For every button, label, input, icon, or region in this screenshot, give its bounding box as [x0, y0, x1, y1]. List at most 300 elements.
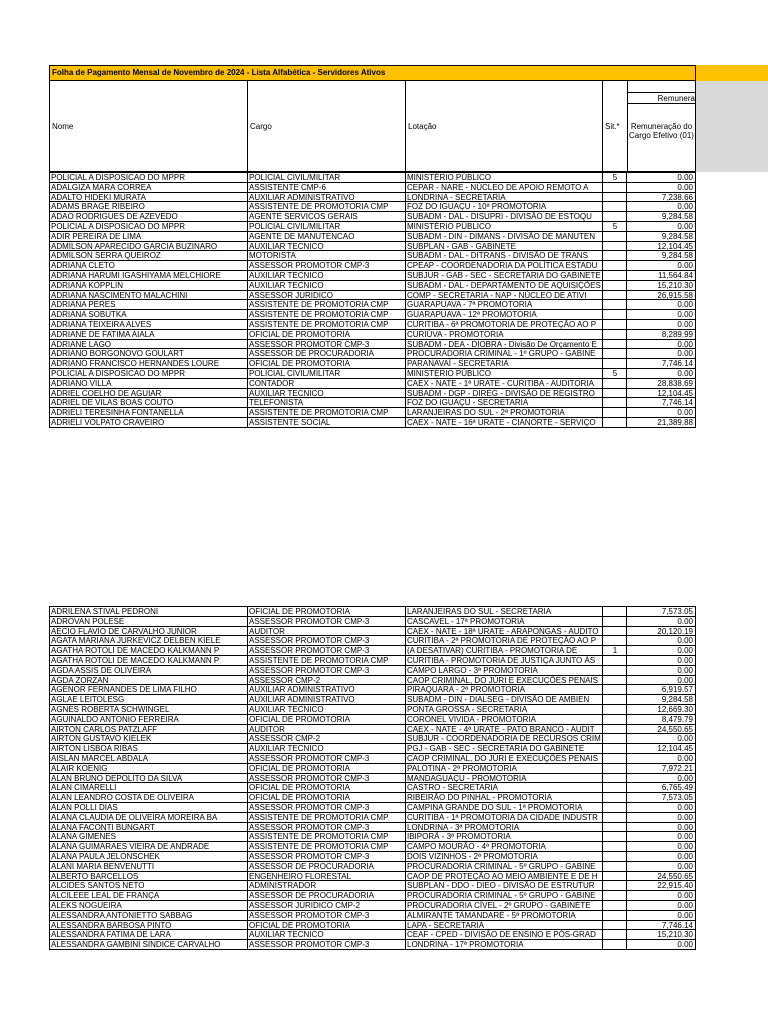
- cell-lotacao: SUBADM - DIN - DIALSEG - DIVISÃO DE AMBIEN: [405, 695, 602, 705]
- header-cargo: [247, 81, 406, 172]
- cell-remuneracao: 7,238.66: [626, 193, 696, 203]
- cell-sit: [602, 862, 626, 872]
- cell-sit: [602, 666, 626, 676]
- cell-nome: ADRIANA SOBUTKA: [49, 310, 247, 320]
- cell-lotacao: CEPAR - NARE - NÚCLEO DE APOIO REMOTO A: [405, 183, 602, 193]
- cell-remuneracao: 0.00: [626, 261, 696, 271]
- cell-sit: [602, 242, 626, 252]
- header-remuneracao-cargo: Remuneração do Cargo Efetivo (01): [627, 104, 696, 172]
- cell-cargo: ASSESSOR PROMOTOR CMP-3: [247, 852, 405, 862]
- table-row: [49, 320, 696, 330]
- cell-lotacao: CAMPO LARGO - 3ª PROMOTORIA: [405, 666, 602, 676]
- cell-lotacao: SUBJUR - GAB - SEC - SECRETARIA DO GABINETE: [407, 270, 601, 280]
- cell-cargo: ASSESSOR PROMOTOR CMP-3: [247, 803, 405, 813]
- cell-sit: [602, 330, 626, 340]
- cell-lotacao: CAMPO MOURÃO - 4ª PROMOTORIA: [405, 842, 602, 852]
- cell-cargo: AUXILIAR TECNICO: [247, 271, 405, 281]
- table-row: [49, 832, 696, 842]
- cell-lotacao: MANDAGUAÇU - PROMOTORIA: [405, 774, 602, 784]
- table-row: [49, 251, 696, 261]
- cell-cargo: OFICIAL DE PROMOTORIA: [247, 793, 405, 803]
- cell-remuneracao: 20,120.19: [626, 627, 696, 637]
- cell-remuneracao: 26,915.58: [626, 291, 696, 301]
- cell-remuneracao: 28,838.69: [626, 379, 696, 389]
- cell-cargo: ASSISTENTE SOCIAL: [247, 418, 405, 428]
- header-sit-label: Sit.*: [605, 122, 620, 131]
- cell-remuneracao: 12,104.45: [626, 242, 696, 252]
- table-row: [49, 793, 696, 803]
- table-row: [49, 310, 696, 320]
- cell-cargo: ASSESSOR PROMOTOR CMP-3: [247, 823, 405, 833]
- cell-lotacao: CEAF - CPED - DIVISÃO DE ENSINO E PÓS-GRAD: [405, 930, 602, 940]
- cell-lotacao: CORONEL VIVIDA - PROMOTORIA: [405, 715, 602, 725]
- cell-nome: ADROVAN POLESE: [49, 617, 247, 627]
- cell-remuneracao: 0.00: [626, 823, 696, 833]
- cell-remuneracao: 24,550.65: [626, 872, 696, 882]
- cell-lotacao: CAOP CRIMINAL, DO JÚRI E EXECUÇÕES PENAIS: [405, 676, 602, 686]
- cell-sit: [602, 764, 626, 774]
- header-nome: [49, 81, 248, 172]
- table-row: [49, 646, 696, 656]
- table-row: [49, 379, 696, 389]
- cell-sit: [602, 793, 626, 803]
- cell-remuneracao: 0.00: [626, 891, 696, 901]
- table-row: [49, 803, 696, 813]
- cell-sit: [602, 291, 626, 301]
- header-extension: [696, 81, 768, 172]
- cell-remuneracao: 0.00: [626, 852, 696, 862]
- header-lotacao-label: Lotação: [408, 122, 437, 131]
- cell-sit: [602, 607, 626, 617]
- cell-nome: ADRIANA HARUMI IGASHIYAMA MELCHIORE: [49, 271, 247, 281]
- cell-cargo: ASSISTENTE DE PROMOTORIA CMP: [247, 300, 405, 310]
- cell-cargo: AUXILIAR TECNICO: [247, 242, 405, 252]
- cell-nome: POLICIAL A DISPOSICAO DO MPPR: [49, 369, 247, 379]
- cell-sit: [602, 349, 626, 359]
- cell-lotacao: LAPA - SECRETARIA: [405, 921, 602, 931]
- cell-nome: ALAIR KOENIG: [49, 764, 247, 774]
- cell-remuneracao: 0.00: [626, 862, 696, 872]
- cell-cargo: ASSESSOR JURIDICO: [247, 291, 405, 301]
- cell-nome: AGATHA ROTOLI DE MACEDO KALKMANN P: [49, 646, 247, 656]
- cell-nome: ADRIANA CLETO: [49, 261, 247, 271]
- table-row: [49, 695, 696, 705]
- cell-remuneracao: 7,573.05: [626, 607, 696, 617]
- cell-nome: AIRTON LISBOA RIBAS: [49, 744, 247, 754]
- cell-sit: [602, 212, 626, 222]
- cell-lotacao: PROCURADORIA CRIMINAL - 5º GRUPO - GABINE: [405, 891, 602, 901]
- cell-sit: [602, 281, 626, 291]
- cell-lotacao: ALMIRANTE TAMANDARÉ - 5ª PROMOTORIA: [405, 911, 602, 921]
- table-row: [49, 666, 696, 676]
- cell-lotacao: CURITIBA - 6ª PROMOTORIA DE PROTEÇÃO AO P: [405, 320, 602, 330]
- cell-lotacao: CAOP CRIMINAL, DO JÚRI E EXECUÇÕES PENAIS: [405, 754, 602, 764]
- cell-sit: [602, 734, 626, 744]
- cell-sit: [602, 921, 626, 931]
- cell-cargo: OFICIAL DE PROMOTORIA: [247, 607, 405, 617]
- cell-nome: ADMILSON APARECIDO GARCIA BUZINARO: [49, 242, 247, 252]
- cell-cargo: ASSISTENTE DE PROMOTORIA CMP: [247, 813, 405, 823]
- cell-cargo: AUXILIAR ADMINISTRATIVO: [247, 685, 405, 695]
- cell-cargo: ASSISTENTE DE PROMOTORIA CMP: [247, 310, 405, 320]
- cell-cargo: ADMINISTRADOR: [247, 881, 405, 891]
- cell-sit: [602, 636, 626, 646]
- cell-remuneracao: 7,972.21: [626, 764, 696, 774]
- cell-cargo: AUXILIAR TECNICO: [247, 389, 405, 399]
- cell-lotacao: CURIÚVA - PROMOTORIA: [405, 330, 602, 340]
- cell-remuneracao: 0.00: [626, 646, 696, 656]
- table-row: [49, 744, 696, 754]
- cell-lotacao: CAEX - NATE - 1ª URATE - CURITIBA - AUDITORIA: [405, 379, 602, 389]
- cell-remuneracao: 6,765.49: [626, 783, 696, 793]
- table-row: [49, 842, 696, 852]
- cell-sit: [602, 842, 626, 852]
- cell-sit: [602, 617, 626, 627]
- cell-lotacao: SUBADM - DAL - DEPARTAMENTO DE AQUISIÇÕES: [407, 280, 601, 290]
- cell-nome: ADRIANO FRANCISCO HERNANDES LOURE: [49, 359, 247, 369]
- cell-lotacao: COMP - SECRETARIA - NAP - NÚCLEO DE ATIVI: [405, 291, 602, 301]
- cell-lotacao: LONDRINA - SECRETARIA: [405, 193, 602, 203]
- cell-cargo: ASSESSOR PROMOTOR CMP-3: [247, 340, 405, 350]
- cell-remuneracao: 12,104.45: [626, 744, 696, 754]
- cell-sit: [602, 881, 626, 891]
- cell-cargo: AGENTE DE MANUTENCAO: [247, 232, 405, 242]
- cell-remuneracao: 0.00: [626, 300, 696, 310]
- cell-cargo: CONTADOR: [247, 379, 405, 389]
- table-row: [49, 911, 696, 921]
- cell-cargo: AUXILIAR TECNICO: [247, 281, 405, 291]
- cell-remuneracao: 0.00: [626, 349, 696, 359]
- cell-cargo: ASSESSOR CMP-2: [247, 734, 405, 744]
- table-row: [49, 281, 696, 291]
- cell-nome: ALAN CIMARELLI: [49, 783, 247, 793]
- cell-sit: [602, 310, 626, 320]
- cell-sit: [602, 803, 626, 813]
- cell-nome: AISLAN MARCEL ABDALA: [49, 754, 247, 764]
- cell-sit: [602, 891, 626, 901]
- cell-nome: ALANA CLAUDIA DE OLIVEIRA MOREIRA BA: [49, 813, 247, 823]
- cell-sit: [602, 193, 626, 203]
- table-row: [49, 636, 696, 646]
- header-remuneracao-group: Remunera: [627, 92, 696, 104]
- table-row: [49, 930, 696, 940]
- table-row: [49, 359, 696, 369]
- cell-nome: ADRIANE LAGO: [49, 340, 247, 350]
- table-row: [49, 340, 696, 350]
- cell-lotacao: PROCURADORIA CRIMINAL - 5º GRUPO - GABINE: [405, 862, 602, 872]
- table-row: [49, 617, 696, 627]
- cell-sit: [602, 715, 626, 725]
- cell-cargo: ASSISTENTE DE PROMOTORIA CMP: [247, 202, 405, 212]
- cell-remuneracao: 6,919.57: [626, 685, 696, 695]
- cell-nome: AECIO FLAVIO DE CARVALHO JUNIOR: [49, 627, 247, 637]
- cell-sit: [602, 418, 626, 428]
- cell-nome: ALESSANDRA ANTONIETTO SABBAG: [49, 911, 247, 921]
- cell-cargo: OFICIAL DE PROMOTORIA: [247, 764, 405, 774]
- cell-nome: AGDA ZORZAN: [49, 676, 247, 686]
- cell-lotacao: SUBJUR - COORDENADORIA DE RECURSOS CRIM: [407, 734, 601, 744]
- cell-lotacao: PONTA GROSSA - SECRETARIA: [405, 705, 602, 715]
- cell-sit: [602, 901, 626, 911]
- cell-cargo: AUDITOR: [247, 627, 405, 637]
- cell-cargo: POLICIAL CIVIL/MILITAR: [247, 369, 405, 379]
- cell-nome: ADRIANA NASCIMENTO MALACHINI: [49, 291, 247, 301]
- cell-sit: [602, 340, 626, 350]
- cell-sit: [602, 261, 626, 271]
- cell-lotacao: CPEAP - COORDENADORIA DA POLÍTICA ESTADU: [405, 261, 602, 271]
- cell-lotacao: CAMPINA GRANDE DO SUL - 1ª PROMOTORIA: [405, 803, 602, 813]
- cell-lotacao: MINISTÉRIO PÚBLICO: [405, 222, 602, 232]
- cell-nome: ADAMS BRAGE RIBEIRO: [49, 202, 247, 212]
- header-cargo-label: Cargo: [250, 122, 272, 131]
- table-row: [49, 173, 696, 183]
- cell-lotacao: CAEX - NATE - 18ª URATE - ARAPONGAS - AUDITO: [405, 627, 602, 637]
- cell-nome: ADRIANA PERES: [49, 300, 247, 310]
- cell-sit: [602, 685, 626, 695]
- cell-lotacao: PIRAQUARA - 2ª PROMOTORIA: [405, 685, 602, 695]
- cell-lotacao: SUBADM - DAL - DITRANS - DIVISÃO DE TRANS: [405, 251, 602, 261]
- cell-lotacao: SUBADM - DAL - DISUPRI - DIVISÃO DE ESTOQU: [405, 212, 602, 222]
- cell-cargo: ASSISTENTE DE PROMOTORIA CMP: [247, 832, 405, 842]
- cell-lotacao: SUBADM - DEA - DIOBRA - Divisão De Orçamento E: [405, 340, 602, 350]
- cell-sit: [602, 271, 626, 281]
- cell-lotacao: LONDRINA - 3ª PROMOTORIA: [405, 823, 602, 833]
- cell-cargo: AUXILIAR ADMINISTRATIVO: [247, 193, 405, 203]
- cell-sit: [602, 183, 626, 193]
- table-row: [49, 389, 696, 399]
- cell-sit: [602, 408, 626, 418]
- cell-nome: ADRIELI VOLPATO CRAVEIRO: [49, 418, 247, 428]
- cell-nome: ALCILEEE LEAL DE FRANÇA: [49, 891, 247, 901]
- table-row: [49, 271, 696, 281]
- cell-nome: AGNES ROBERTA SCHWINGEL: [49, 705, 247, 715]
- cell-nome: ALAN LEANDRO COSTA DE OLIVEIRA: [49, 793, 247, 803]
- cell-cargo: ASSESSOR PROMOTOR CMP-3: [247, 646, 405, 656]
- cell-cargo: OFICIAL DE PROMOTORIA: [247, 921, 405, 931]
- cell-remuneracao: 12,669.30: [626, 705, 696, 715]
- table-row: [49, 261, 696, 271]
- cell-nome: ADRIELI TERESINHA FONTANELLA: [49, 408, 247, 418]
- cell-nome: AIRTON CARLOS PATZLAFF: [49, 725, 247, 735]
- cell-remuneracao: 15,210.30: [626, 930, 696, 940]
- cell-sit: [602, 930, 626, 940]
- cell-sit: [602, 774, 626, 784]
- table-row: [49, 725, 696, 735]
- cell-nome: ADIR PEREIRA DE LIMA: [49, 232, 247, 242]
- cell-nome: ALESSANDRA BARBOSA PINTO: [49, 921, 247, 931]
- cell-lotacao: SUBPLAN - GAB - GABINETE: [405, 242, 602, 252]
- cell-nome: AGUINALDO ANTONIO FERREIRA: [49, 715, 247, 725]
- cell-sit: [602, 940, 626, 950]
- table-row: [49, 764, 696, 774]
- cell-cargo: ASSESSOR PROMOTOR CMP-3: [247, 754, 405, 764]
- cell-remuneracao: 0.00: [626, 173, 696, 183]
- cell-sit: [602, 744, 626, 754]
- table-row: [49, 901, 696, 911]
- cell-remuneracao: 0.00: [626, 183, 696, 193]
- cell-lotacao: MINISTÉRIO PÚBLICO: [405, 369, 602, 379]
- table-row: [49, 940, 696, 950]
- header-lotacao: [405, 81, 603, 172]
- cell-remuneracao: 24,550.65: [626, 725, 696, 735]
- cell-sit: 5: [602, 222, 626, 232]
- cell-remuneracao: 0.00: [626, 813, 696, 823]
- table-row: [49, 222, 696, 232]
- cell-nome: ADRILENA STIVAL PEDRONI: [49, 607, 247, 617]
- cell-lotacao: LARANJEIRAS DO SUL - 2ª PROMOTORIA: [405, 408, 602, 418]
- cell-remuneracao: 0.00: [626, 911, 696, 921]
- cell-nome: POLICIAL A DISPOSICAO DO MPPR: [49, 173, 247, 183]
- cell-cargo: ASSISTENTE DE PROMOTORIA CMP: [247, 656, 405, 666]
- cell-lotacao: SUBPLAN - DDO - DIEO - DIVISÃO DE ESTRUTUR: [405, 881, 602, 891]
- cell-nome: ADALGIZA MARA CORREA: [49, 183, 247, 193]
- cell-cargo: AUDITOR: [247, 725, 405, 735]
- cell-cargo: OFICIAL DE PROMOTORIA: [247, 330, 405, 340]
- cell-cargo: ASSESSOR PROMOTOR CMP-3: [247, 774, 405, 784]
- cell-remuneracao: 0.00: [626, 340, 696, 350]
- table-row: [49, 242, 696, 252]
- cell-cargo: AUXILIAR TECNICO: [247, 744, 405, 754]
- table-row: [49, 852, 696, 862]
- cell-lotacao: CURITIBA - 2ª PROMOTORIA DE PROTEÇÃO AO P: [405, 636, 602, 646]
- cell-remuneracao: 0.00: [626, 222, 696, 232]
- cell-remuneracao: 9,284.58: [626, 232, 696, 242]
- cell-remuneracao: 9,284.58: [626, 251, 696, 261]
- cell-sit: [602, 389, 626, 399]
- cell-remuneracao: 0.00: [626, 310, 696, 320]
- cell-remuneracao: 0.00: [626, 656, 696, 666]
- cell-nome: ALANA GUIMARAES VIEIRA DE ANDRADE: [49, 842, 247, 852]
- cell-cargo: ASSISTENTE DE PROMOTORIA CMP: [247, 842, 405, 852]
- cell-lotacao: (A DESATIVAR) CURITIBA - PROMOTORIA DE: [405, 646, 602, 656]
- cell-sit: 1: [602, 646, 626, 656]
- cell-nome: ALESSANDRA GAMBINI SINDICE CARVALHO: [49, 940, 247, 950]
- table-row: [49, 705, 696, 715]
- table-row: [49, 656, 696, 666]
- cell-lotacao: RIBEIRÃO DO PINHAL - PROMOTORIA: [405, 793, 602, 803]
- cell-sit: [602, 725, 626, 735]
- cell-sit: [602, 656, 626, 666]
- cell-cargo: ASSISTENTE DE PROMOTORIA CMP: [247, 320, 405, 330]
- table-row: [49, 921, 696, 931]
- table-row: [49, 300, 696, 310]
- title-extension: [696, 65, 768, 81]
- table-row: [49, 734, 696, 744]
- cell-cargo: OFICIAL DE PROMOTORIA: [247, 359, 405, 369]
- cell-remuneracao: 7,746.14: [626, 398, 696, 408]
- cell-lotacao: SUBADM - DGP - DIREG - DIVISÃO DE REGISTRO: [405, 389, 602, 399]
- cell-sit: [602, 320, 626, 330]
- table-row: [49, 754, 696, 764]
- cell-nome: ALEKS NOGUEIRA: [49, 901, 247, 911]
- cell-cargo: POLICIAL CIVIL/MILITAR: [247, 173, 405, 183]
- cell-remuneracao: 0.00: [626, 901, 696, 911]
- cell-cargo: ASSESSOR PROMOTOR CMP-3: [247, 261, 405, 271]
- table-row: [49, 193, 696, 203]
- cell-cargo: ASSISTENTE DE PROMOTORIA CMP: [247, 408, 405, 418]
- cell-nome: POLICIAL A DISPOSICAO DO MPPR: [49, 222, 247, 232]
- cell-remuneracao: 0.00: [626, 842, 696, 852]
- table-row: [49, 881, 696, 891]
- cell-cargo: OFICIAL DE PROMOTORIA: [247, 783, 405, 793]
- cell-cargo: ASSESSOR PROMOTOR CMP-3: [247, 617, 405, 627]
- cell-lotacao: FOZ DO IGUAÇU - SECRETARIA: [405, 398, 602, 408]
- cell-cargo: ASSESSOR PROMOTOR CMP-3: [247, 636, 405, 646]
- cell-sit: [602, 379, 626, 389]
- cell-remuneracao: 0.00: [626, 734, 696, 744]
- cell-nome: ADRIANA TEIXEIRA ALVES: [49, 320, 247, 330]
- cell-remuneracao: 21,389.88: [626, 418, 696, 428]
- cell-cargo: POLICIAL CIVIL/MILITAR: [247, 222, 405, 232]
- cell-sit: [602, 754, 626, 764]
- report-title: Folha de Pagamento Mensal de Novembro de 2024 - Lista Alfabética - Servidores Ativos: [49, 65, 696, 81]
- cell-nome: ALCIDES SANTOS NETO: [49, 881, 247, 891]
- cell-remuneracao: 7,573.05: [626, 793, 696, 803]
- cell-remuneracao: 12,104.45: [626, 389, 696, 399]
- cell-nome: AGATA MARIANA JURKEVICZ DELBEN KIELE: [49, 636, 247, 646]
- cell-sit: 5: [602, 369, 626, 379]
- cell-remuneracao: 0.00: [626, 803, 696, 813]
- cell-remuneracao: 8,479.79: [626, 715, 696, 725]
- table-row: [49, 291, 696, 301]
- cell-nome: ADRIANO BORGONOVO GOULART: [49, 349, 247, 359]
- cell-lotacao: PALOTINA - 2ª PROMOTORIA: [405, 764, 602, 774]
- table-row: [49, 676, 696, 686]
- cell-cargo: ASSESSOR PROMOTOR CMP-3: [247, 666, 405, 676]
- cell-nome: ADMILSON SERRA QUEIROZ: [49, 251, 247, 261]
- cell-sit: [602, 627, 626, 637]
- cell-cargo: ASSESSOR DE PROCURADORIA: [247, 862, 405, 872]
- cell-sit: [602, 251, 626, 261]
- cell-nome: ADALTO HIDEKI MURATA: [49, 193, 247, 203]
- table-row: [49, 891, 696, 901]
- cell-sit: [602, 232, 626, 242]
- header-sit: [602, 81, 628, 172]
- cell-nome: ALAN POLLI DIAS: [49, 803, 247, 813]
- cell-remuneracao: 0.00: [626, 754, 696, 764]
- cell-nome: AGDA ASSIS DE OLIVEIRA: [49, 666, 247, 676]
- cell-sit: [602, 300, 626, 310]
- cell-remuneracao: 0.00: [626, 774, 696, 784]
- cell-sit: [602, 202, 626, 212]
- cell-cargo: MOTORISTA: [247, 251, 405, 261]
- cell-cargo: AUXILIAR TECNICO: [247, 930, 405, 940]
- table-row: [49, 872, 696, 882]
- cell-lotacao: LARANJEIRAS DO SUL - SECRETARIA: [405, 607, 602, 617]
- cell-remuneracao: 0.00: [626, 666, 696, 676]
- table-row: [49, 607, 696, 617]
- cell-nome: ADRIANO VILLA: [49, 379, 247, 389]
- cell-cargo: ASSISTENTE CMP-6: [247, 183, 405, 193]
- cell-lotacao: PROCURADORIA CÍVEL - 2º GRUPO - GABINETE: [405, 901, 602, 911]
- cell-remuneracao: 11,564.84: [626, 271, 696, 281]
- cell-lotacao: GUARAPUAVA - 7ª PROMOTORIA: [405, 300, 602, 310]
- cell-remuneracao: 8,289.99: [626, 330, 696, 340]
- cell-sit: [602, 695, 626, 705]
- table-row: [49, 202, 696, 212]
- cell-lotacao: PROCURADORIA CRIMINAL - 1º GRUPO - GABINE: [405, 349, 602, 359]
- table-row: [49, 823, 696, 833]
- cell-sit: [602, 676, 626, 686]
- table-row: [49, 774, 696, 784]
- cell-remuneracao: 0.00: [626, 202, 696, 212]
- cell-nome: ADAO RODRIGUES DE AZEVEDO: [49, 212, 247, 222]
- cell-sit: [602, 705, 626, 715]
- cell-remuneracao: 0.00: [626, 408, 696, 418]
- cell-remuneracao: 0.00: [626, 320, 696, 330]
- cell-cargo: ASSESSOR CMP-2: [247, 676, 405, 686]
- cell-remuneracao: 0.00: [626, 832, 696, 842]
